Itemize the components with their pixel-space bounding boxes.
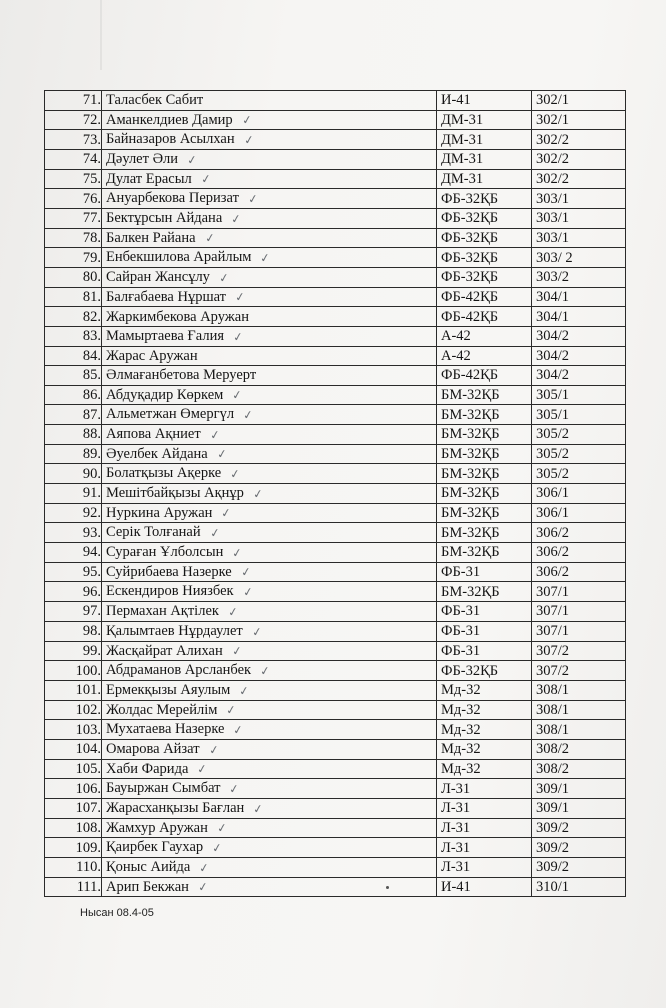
table-row bbox=[45, 208, 626, 228]
table-row bbox=[45, 385, 626, 405]
row-number: 92. bbox=[45, 503, 102, 523]
room-cell: 307/2 bbox=[532, 661, 626, 681]
student-name: Серік Толғанай bbox=[106, 524, 201, 541]
student-name-cell bbox=[102, 385, 437, 405]
table-row bbox=[45, 91, 626, 111]
student-name-cell bbox=[102, 149, 437, 169]
handwritten-check-mark-icon: ✓ bbox=[218, 270, 230, 286]
student-name-cell bbox=[102, 543, 437, 563]
table-row bbox=[45, 680, 626, 700]
student-name: Бауыржан Сымбат bbox=[106, 780, 221, 797]
table-row bbox=[45, 602, 626, 622]
table-row bbox=[45, 326, 626, 346]
student-name-cell bbox=[102, 189, 437, 209]
group-cell: Мд-32 bbox=[437, 739, 532, 759]
handwritten-check-mark-icon: ✓ bbox=[228, 781, 241, 797]
row-number: 87. bbox=[45, 405, 102, 425]
group-cell: ФБ-32ҚБ bbox=[437, 248, 532, 268]
table-row bbox=[45, 720, 626, 740]
table-row bbox=[45, 110, 626, 130]
handwritten-check-mark-icon: ✓ bbox=[208, 525, 221, 541]
room-cell: 305/2 bbox=[532, 425, 626, 445]
row-number: 82. bbox=[45, 307, 102, 327]
room-cell: 309/2 bbox=[532, 838, 626, 858]
handwritten-check-mark-icon: ✓ bbox=[207, 741, 220, 758]
student-name-cell bbox=[102, 661, 437, 681]
room-cell: 307/2 bbox=[532, 641, 626, 661]
row-number: 94. bbox=[45, 543, 102, 563]
student-name-cell bbox=[102, 739, 437, 759]
room-cell: 305/2 bbox=[532, 444, 626, 464]
room-cell: 302/2 bbox=[532, 149, 626, 169]
student-name-cell bbox=[102, 621, 437, 641]
student-name-cell bbox=[102, 130, 437, 150]
handwritten-check-mark-icon: ✓ bbox=[215, 446, 228, 463]
table-row bbox=[45, 149, 626, 169]
student-name: Жасқайрат Алихан bbox=[106, 642, 223, 659]
table-row bbox=[45, 189, 626, 209]
handwritten-check-mark-icon: ✓ bbox=[232, 722, 245, 738]
handwritten-check-mark-icon: ✓ bbox=[250, 623, 263, 640]
room-cell: 304/1 bbox=[532, 307, 626, 327]
row-number: 96. bbox=[45, 582, 102, 602]
handwritten-check-mark-icon: ✓ bbox=[208, 427, 221, 443]
student-name: Мухатаева Назерке bbox=[106, 721, 225, 738]
row-number: 74. bbox=[45, 149, 102, 169]
handwritten-check-mark-icon: ✓ bbox=[198, 859, 211, 876]
group-cell: Л-31 bbox=[437, 838, 532, 858]
row-number: 77. bbox=[45, 208, 102, 228]
group-cell: А-42 bbox=[437, 346, 532, 366]
handwritten-check-mark-icon: ✓ bbox=[241, 584, 254, 600]
handwritten-check-mark-icon: ✓ bbox=[230, 643, 243, 659]
student-name-cell bbox=[102, 326, 437, 346]
form-code: Нысан 08.4-05 bbox=[80, 907, 154, 919]
group-cell: ФБ-42ҚБ bbox=[437, 307, 532, 327]
group-cell: ФБ-42ҚБ bbox=[437, 366, 532, 386]
handwritten-check-mark-icon: ✓ bbox=[186, 151, 199, 168]
table-row bbox=[45, 267, 626, 287]
student-name-cell bbox=[102, 838, 437, 858]
room-cell: 304/2 bbox=[532, 326, 626, 346]
room-cell: 305/2 bbox=[532, 464, 626, 484]
room-cell: 308/1 bbox=[532, 680, 626, 700]
student-name-cell bbox=[102, 582, 437, 602]
handwritten-check-mark-icon: ✓ bbox=[227, 604, 239, 620]
table-row bbox=[45, 425, 626, 445]
ink-speck bbox=[386, 886, 389, 889]
group-cell: БМ-32ҚБ bbox=[437, 543, 532, 563]
group-cell: ФБ-32ҚБ bbox=[437, 228, 532, 248]
table-row bbox=[45, 169, 626, 189]
row-number: 81. bbox=[45, 287, 102, 307]
student-name-cell bbox=[102, 307, 437, 327]
room-cell: 305/1 bbox=[532, 405, 626, 425]
group-cell: Мд-32 bbox=[437, 680, 532, 700]
group-cell: ФБ-32ҚБ bbox=[437, 661, 532, 681]
student-name-cell bbox=[102, 484, 437, 504]
room-cell: 310/1 bbox=[532, 877, 626, 897]
table-row bbox=[45, 543, 626, 563]
handwritten-check-mark-icon: ✓ bbox=[229, 466, 242, 482]
handwritten-check-mark-icon: ✓ bbox=[232, 328, 245, 345]
group-cell: ДМ-31 bbox=[437, 169, 532, 189]
student-name: Мамыртаева Ғалия bbox=[106, 327, 225, 344]
row-number: 79. bbox=[45, 248, 102, 268]
student-name: Жамхур Аружан bbox=[106, 819, 208, 836]
row-number: 109. bbox=[45, 838, 102, 858]
handwritten-check-mark-icon: ✓ bbox=[230, 210, 243, 227]
group-cell: Л-31 bbox=[437, 798, 532, 818]
student-name-cell bbox=[102, 503, 437, 523]
table-row bbox=[45, 503, 626, 523]
student-name: Абдуқадир Көркем bbox=[106, 386, 224, 403]
handwritten-check-mark-icon: ✓ bbox=[211, 840, 224, 856]
row-number: 85. bbox=[45, 366, 102, 386]
row-number: 99. bbox=[45, 641, 102, 661]
student-name: Байназаров Асылхан bbox=[106, 131, 235, 148]
student-name: Қоныс Аийда bbox=[106, 858, 191, 875]
group-cell: ФБ-42ҚБ bbox=[437, 287, 532, 307]
row-number: 104. bbox=[45, 739, 102, 759]
table-row bbox=[45, 248, 626, 268]
student-name: Ермекқызы Аяулым bbox=[106, 681, 231, 698]
student-name: Суйрибаева Назерке bbox=[106, 563, 232, 580]
row-number: 73. bbox=[45, 130, 102, 150]
room-cell: 308/2 bbox=[532, 739, 626, 759]
row-number: 108. bbox=[45, 818, 102, 838]
group-cell: БМ-32ҚБ bbox=[437, 385, 532, 405]
row-number: 110. bbox=[45, 857, 102, 877]
student-name-cell bbox=[102, 720, 437, 740]
student-name: Болатқызы Ақерке bbox=[106, 465, 222, 482]
student-name: Сайран Жансұлу bbox=[106, 268, 210, 285]
student-name-cell bbox=[102, 287, 437, 307]
room-cell: 305/1 bbox=[532, 385, 626, 405]
student-name: Бектұрсын Айдана bbox=[106, 209, 223, 226]
table-row bbox=[45, 857, 626, 877]
table-row bbox=[45, 582, 626, 602]
table-row bbox=[45, 346, 626, 366]
row-number: 101. bbox=[45, 680, 102, 700]
group-cell: И-41 bbox=[437, 91, 532, 111]
student-name-cell bbox=[102, 641, 437, 661]
student-name: Әлмағанбетова Меруерт bbox=[106, 367, 257, 384]
row-number: 76. bbox=[45, 189, 102, 209]
group-cell: БМ-32ҚБ bbox=[437, 444, 532, 464]
table-row bbox=[45, 877, 626, 897]
group-cell: ФБ-31 bbox=[437, 621, 532, 641]
table-row bbox=[45, 739, 626, 759]
group-cell: А-42 bbox=[437, 326, 532, 346]
group-cell: Л-31 bbox=[437, 779, 532, 799]
group-cell: ДМ-31 bbox=[437, 130, 532, 150]
group-cell: ФБ-32ҚБ bbox=[437, 267, 532, 287]
student-name-cell bbox=[102, 818, 437, 838]
room-cell: 303/ 2 bbox=[532, 248, 626, 268]
student-name: Жаркимбекова Аружан bbox=[106, 308, 249, 325]
student-name: Альметжан Өмергүл bbox=[106, 406, 235, 423]
room-cell: 304/2 bbox=[532, 346, 626, 366]
student-name-cell bbox=[102, 228, 437, 248]
student-name-cell bbox=[102, 779, 437, 799]
room-cell: 303/2 bbox=[532, 267, 626, 287]
student-name: Ескендиров Ниязбек bbox=[106, 583, 234, 600]
table-row bbox=[45, 759, 626, 779]
row-number: 75. bbox=[45, 169, 102, 189]
handwritten-check-mark-icon: ✓ bbox=[238, 682, 251, 699]
handwritten-check-mark-icon: ✓ bbox=[220, 505, 233, 522]
group-cell: И-41 bbox=[437, 877, 532, 897]
table-row bbox=[45, 523, 626, 543]
group-cell: ФБ-32ҚБ bbox=[437, 189, 532, 209]
room-cell: 306/1 bbox=[532, 484, 626, 504]
table-row bbox=[45, 700, 626, 720]
student-name: Енбекшилова Арайлым bbox=[106, 249, 252, 266]
handwritten-check-mark-icon: ✓ bbox=[240, 112, 253, 128]
table-body bbox=[45, 91, 626, 897]
group-cell: Мд-32 bbox=[437, 700, 532, 720]
room-cell: 303/1 bbox=[532, 228, 626, 248]
handwritten-check-mark-icon: ✓ bbox=[252, 800, 265, 817]
row-number: 95. bbox=[45, 562, 102, 582]
student-name: Дулат Ерасыл bbox=[106, 170, 192, 187]
handwritten-check-mark-icon: ✓ bbox=[239, 564, 252, 581]
row-number: 91. bbox=[45, 484, 102, 504]
student-name-cell bbox=[102, 91, 437, 111]
group-cell: БМ-32ҚБ bbox=[437, 503, 532, 523]
row-number: 88. bbox=[45, 425, 102, 445]
student-name: Пермахан Ақтілек bbox=[106, 603, 219, 620]
row-number: 83. bbox=[45, 326, 102, 346]
group-cell: Л-31 bbox=[437, 818, 532, 838]
row-number: 100. bbox=[45, 661, 102, 681]
row-number: 80. bbox=[45, 267, 102, 287]
group-cell: БМ-32ҚБ bbox=[437, 582, 532, 602]
student-name: Жарасханқызы Бағлан bbox=[106, 799, 245, 816]
room-cell: 303/1 bbox=[532, 189, 626, 209]
handwritten-check-mark-icon: ✓ bbox=[242, 407, 255, 423]
handwritten-check-mark-icon: ✓ bbox=[242, 132, 255, 148]
table-row bbox=[45, 366, 626, 386]
student-name-cell bbox=[102, 405, 437, 425]
student-name-cell bbox=[102, 208, 437, 228]
table-row bbox=[45, 818, 626, 838]
handwritten-check-mark-icon: ✓ bbox=[196, 761, 209, 777]
student-name-cell bbox=[102, 267, 437, 287]
student-name: Балкен Райана bbox=[106, 229, 196, 246]
row-number: 89. bbox=[45, 444, 102, 464]
student-name-cell bbox=[102, 680, 437, 700]
room-cell: 308/1 bbox=[532, 720, 626, 740]
group-cell: ФБ-31 bbox=[437, 641, 532, 661]
handwritten-check-mark-icon: ✓ bbox=[203, 230, 216, 246]
row-number: 97. bbox=[45, 602, 102, 622]
room-cell: 302/1 bbox=[532, 91, 626, 111]
group-cell: БМ-32ҚБ bbox=[437, 523, 532, 543]
handwritten-check-mark-icon: ✓ bbox=[196, 879, 209, 895]
room-cell: 306/2 bbox=[532, 523, 626, 543]
student-name: Хаби Фарида bbox=[106, 760, 189, 777]
table-row bbox=[45, 779, 626, 799]
room-cell: 309/2 bbox=[532, 818, 626, 838]
group-cell: ФБ-32ҚБ bbox=[437, 208, 532, 228]
group-cell: Мд-32 bbox=[437, 759, 532, 779]
student-name: Балғабаева Нұршат bbox=[106, 288, 227, 305]
table-row bbox=[45, 287, 626, 307]
room-cell: 306/1 bbox=[532, 503, 626, 523]
student-name-cell bbox=[102, 857, 437, 877]
row-number: 105. bbox=[45, 759, 102, 779]
table-row bbox=[45, 228, 626, 248]
handwritten-check-mark-icon: ✓ bbox=[246, 191, 259, 207]
table-row bbox=[45, 641, 626, 661]
student-name-cell bbox=[102, 464, 437, 484]
group-cell: Л-31 bbox=[437, 857, 532, 877]
student-name-cell bbox=[102, 562, 437, 582]
group-cell: БМ-32ҚБ bbox=[437, 425, 532, 445]
room-cell: 304/2 bbox=[532, 366, 626, 386]
row-number: 84. bbox=[45, 346, 102, 366]
student-room-table bbox=[44, 90, 626, 897]
student-name-cell bbox=[102, 248, 437, 268]
student-name-cell bbox=[102, 523, 437, 543]
student-name-cell bbox=[102, 366, 437, 386]
table-row bbox=[45, 130, 626, 150]
row-number: 102. bbox=[45, 700, 102, 720]
student-name: Ануарбекова Перизат bbox=[106, 190, 239, 207]
student-name: Аяпова Ақниет bbox=[106, 426, 201, 443]
student-name: Қаирбек Гаухар bbox=[106, 839, 204, 856]
room-cell: 307/1 bbox=[532, 582, 626, 602]
table-row bbox=[45, 798, 626, 818]
room-cell: 307/1 bbox=[532, 602, 626, 622]
group-cell: ФБ-31 bbox=[437, 562, 532, 582]
group-cell: ДМ-31 bbox=[437, 149, 532, 169]
row-number: 106. bbox=[45, 779, 102, 799]
handwritten-check-mark-icon: ✓ bbox=[234, 289, 247, 305]
room-cell: 309/1 bbox=[532, 798, 626, 818]
student-name-cell bbox=[102, 425, 437, 445]
group-cell: Мд-32 bbox=[437, 720, 532, 740]
room-cell: 306/2 bbox=[532, 543, 626, 563]
room-cell: 306/2 bbox=[532, 562, 626, 582]
student-name-cell bbox=[102, 110, 437, 130]
group-cell: БМ-32ҚБ bbox=[437, 464, 532, 484]
student-name: Аманкелдиев Дамир bbox=[106, 111, 233, 128]
student-name: Нуркина Аружан bbox=[106, 504, 213, 521]
student-name: Сураған Ұлболсын bbox=[106, 544, 224, 561]
student-name: Мешітбайқызы Ақнұр bbox=[106, 485, 244, 502]
table-row bbox=[45, 621, 626, 641]
paper-fold-shadow bbox=[100, 0, 102, 70]
student-name: Жарас Аружан bbox=[106, 347, 198, 364]
student-name-cell bbox=[102, 444, 437, 464]
room-cell: 308/2 bbox=[532, 759, 626, 779]
handwritten-check-mark-icon: ✓ bbox=[225, 702, 238, 718]
room-cell: 302/1 bbox=[532, 110, 626, 130]
table-row bbox=[45, 307, 626, 327]
table-row bbox=[45, 484, 626, 504]
student-name-cell bbox=[102, 759, 437, 779]
handwritten-check-mark-icon: ✓ bbox=[231, 387, 244, 404]
room-cell: 304/1 bbox=[532, 287, 626, 307]
table-row bbox=[45, 838, 626, 858]
row-number: 107. bbox=[45, 798, 102, 818]
table-row bbox=[45, 444, 626, 464]
student-name-cell bbox=[102, 700, 437, 720]
student-name: Жолдас Мерейлім bbox=[106, 701, 218, 718]
student-name: Омарова Айзат bbox=[106, 740, 200, 757]
group-cell: ДМ-31 bbox=[437, 110, 532, 130]
handwritten-check-mark-icon: ✓ bbox=[259, 663, 272, 679]
room-cell: 302/2 bbox=[532, 169, 626, 189]
handwritten-check-mark-icon: ✓ bbox=[259, 250, 272, 266]
handwritten-check-mark-icon: ✓ bbox=[215, 820, 228, 836]
room-cell: 309/1 bbox=[532, 779, 626, 799]
student-name: Арип Бекжан bbox=[106, 878, 189, 895]
handwritten-check-mark-icon: ✓ bbox=[199, 171, 212, 187]
student-name-cell bbox=[102, 602, 437, 622]
row-number: 98. bbox=[45, 621, 102, 641]
student-name: Дәулет Әли bbox=[106, 150, 179, 167]
student-name-cell bbox=[102, 169, 437, 189]
student-name-cell bbox=[102, 346, 437, 366]
row-number: 72. bbox=[45, 110, 102, 130]
row-number: 71. bbox=[45, 91, 102, 111]
room-cell: 307/1 bbox=[532, 621, 626, 641]
student-name: Абдраманов Арсланбек bbox=[106, 662, 252, 679]
student-name: Таласбек Сабит bbox=[106, 92, 204, 109]
row-number: 93. bbox=[45, 523, 102, 543]
row-number: 90. bbox=[45, 464, 102, 484]
room-cell: 309/2 bbox=[532, 857, 626, 877]
room-cell: 303/1 bbox=[532, 208, 626, 228]
student-name-cell bbox=[102, 798, 437, 818]
group-cell: БМ-32ҚБ bbox=[437, 484, 532, 504]
group-cell: БМ-32ҚБ bbox=[437, 405, 532, 425]
student-name: Әуелбек Айдана bbox=[106, 445, 208, 462]
row-number: 111. bbox=[45, 877, 102, 897]
table-row bbox=[45, 405, 626, 425]
handwritten-check-mark-icon: ✓ bbox=[231, 545, 244, 561]
table-row bbox=[45, 562, 626, 582]
group-cell: ФБ-31 bbox=[437, 602, 532, 622]
room-cell: 308/1 bbox=[532, 700, 626, 720]
table-row bbox=[45, 464, 626, 484]
room-cell: 302/2 bbox=[532, 130, 626, 150]
student-name: Қалымтаев Нұрдаулет bbox=[106, 622, 243, 639]
row-number: 78. bbox=[45, 228, 102, 248]
handwritten-check-mark-icon: ✓ bbox=[251, 486, 264, 502]
row-number: 86. bbox=[45, 385, 102, 405]
table-row bbox=[45, 661, 626, 681]
row-number: 103. bbox=[45, 720, 102, 740]
